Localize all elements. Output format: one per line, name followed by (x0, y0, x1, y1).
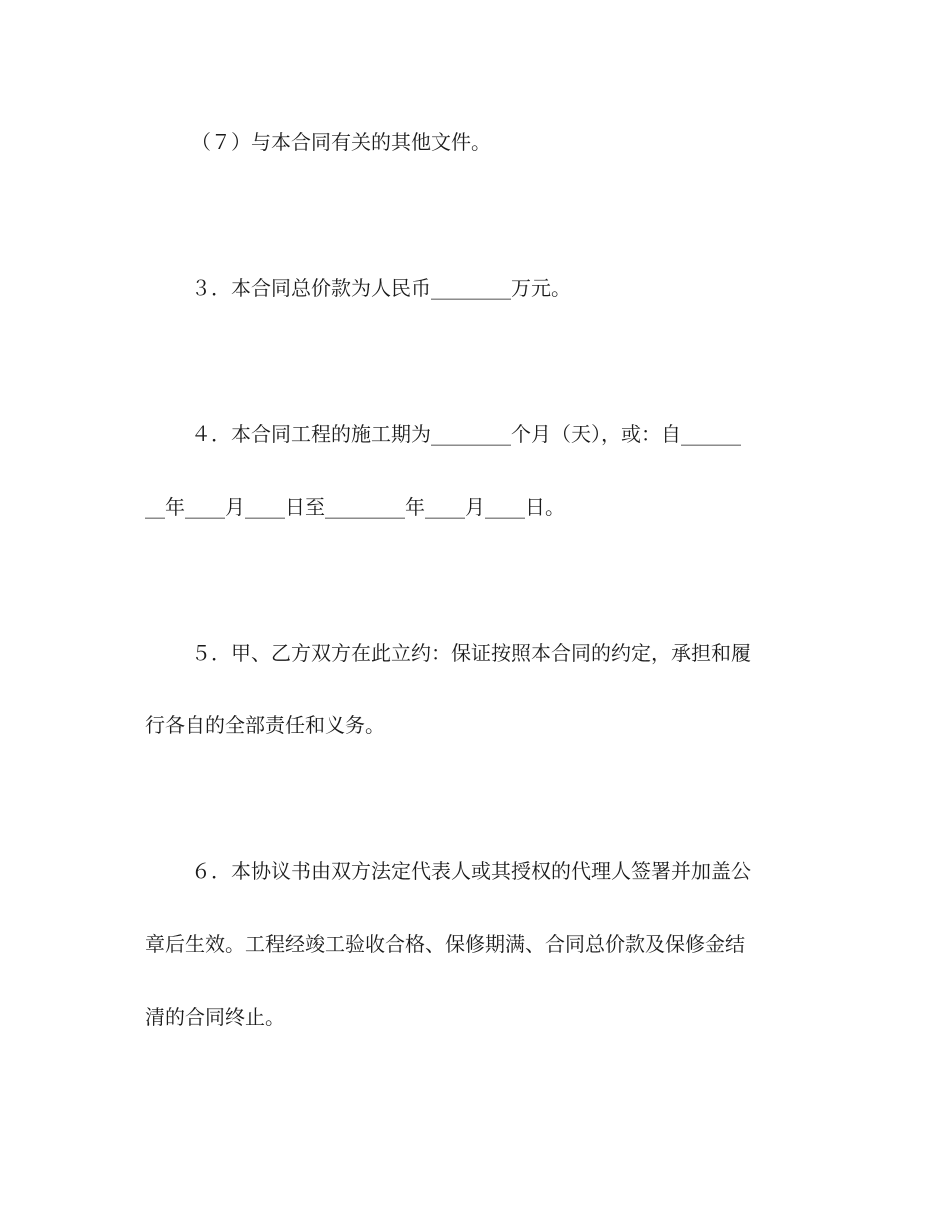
clause-6-line-1: ６．本协议书由双方法定代表人或其授权的代理人签署并加盖公 (191, 859, 751, 883)
item-7-line-1: （７）与本合同有关的其他文件。 (191, 130, 491, 154)
clause-6-line-3: 清的合同终止。 (145, 1005, 285, 1029)
clause-4-line-2: __年____月____日至________年____月____日。 (145, 495, 565, 519)
clause-4-line-1: ４．本合同工程的施工期为________个月（天），或：自______ (191, 422, 741, 446)
clause-5-line-1: ５．甲、乙方双方在此立约：保证按照本合同的约定，承担和履 (191, 641, 751, 665)
clause-3-line-1: ３．本合同总价款为人民币________万元。 (191, 276, 571, 300)
clause-6-line-2: 章后生效。工程经竣工验收合格、保修期满、合同总价款及保修金结 (145, 932, 745, 956)
clause-5-line-2: 行各自的全部责任和义务。 (145, 713, 385, 737)
